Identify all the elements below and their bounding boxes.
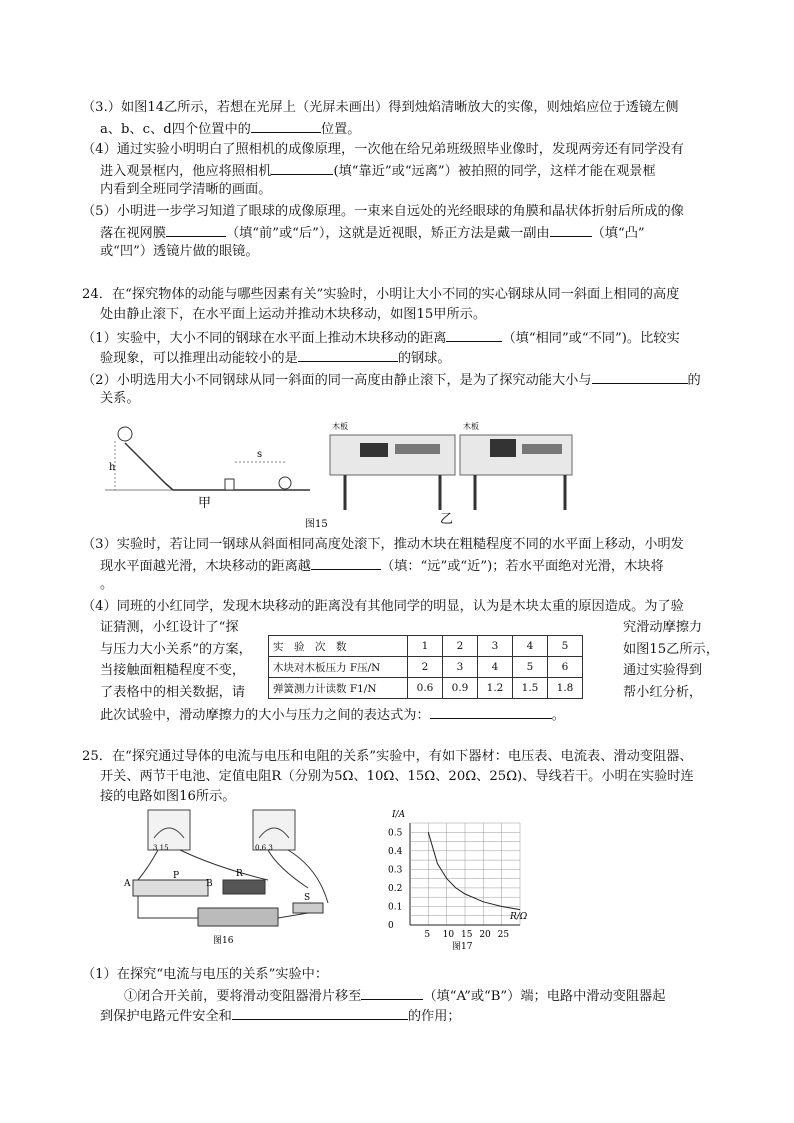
answer-blank[interactable] (166, 222, 226, 237)
steel-ball (118, 427, 132, 441)
answer-blank[interactable] (430, 704, 552, 719)
label-jia: 甲 (198, 496, 212, 511)
q24-p1-line1: （1）实验中，大小不同的钢球在水平面上推动木块移动的距离 （填“相同”或“不同”)。比较实 (82, 327, 680, 349)
answer-blank[interactable] (298, 347, 398, 362)
q24-p4-right3: 通过实验得到 (623, 663, 703, 678)
y-tick-label: 0.1 (388, 902, 403, 913)
q23-p5-line2: 落在视网膜 （填“前”或“后”），这就是近视眼，矫正方法是戴一副由 （填“凸” (100, 222, 645, 244)
q24-p4-right4: 帮小红分析， (623, 685, 703, 700)
figure-15-caption: 图15 (305, 519, 328, 530)
answer-blank[interactable] (361, 985, 423, 1000)
q23-p4-line1: （4）通过实验小明明白了照相机的成像原理，一次他在给兄弟班级照毕业像时，发现两旁还有同学没有 (82, 142, 684, 157)
switch (293, 903, 323, 913)
friction-photo-right (440, 421, 572, 527)
figure-17-caption: 图17 (452, 942, 473, 952)
answer-blank[interactable] (271, 160, 333, 175)
table-cell: 0.9 (443, 678, 478, 699)
label-R: R (236, 869, 243, 879)
q24-stem-line1: 24．在“探究物体的动能与哪些因素有关”实验时，小明让大小不同的实心钢球从同一斜面上相同的高度 (82, 287, 680, 302)
table-row-label: 木块对木板压力 F压/N (269, 657, 408, 678)
q24-p4-line2: 证猜测，小红设计了“探 (100, 620, 239, 635)
y-tick-label: 0 (388, 921, 394, 931)
label-yi: 乙 (440, 512, 454, 527)
q23-p4-line2: 进入观景框内，他应将照相机 (填“靠近”或“远离”）被拍照的同学，这样才能在观景框 (100, 160, 656, 182)
ramp-diagram (105, 427, 310, 511)
q24-p4-line6: 此次试验中，滑动摩擦力的大小与压力之间的表达式为： 。 (100, 704, 565, 726)
table-cell: 2 (443, 636, 478, 657)
answer-blank[interactable] (251, 118, 321, 133)
figure-16 (118, 808, 350, 948)
label-board-2: 木板 (463, 422, 479, 431)
chart-grid (410, 823, 520, 925)
friction-photo-left (330, 421, 455, 510)
label-A: A (124, 879, 131, 889)
label-P: P (173, 871, 180, 881)
table-cell: 4 (478, 657, 513, 678)
q24-p1-line2: 验现象，可以推理出动能较小的是 的钢球。 (100, 347, 451, 369)
table-cell: 1.8 (548, 678, 583, 699)
table-cell: 5 (513, 657, 548, 678)
q24-p4-line3: 与压力大小关系”的方案， (100, 642, 252, 657)
q25-p1-line1: （1）在探究“电流与电压的关系”实验中： (82, 967, 329, 982)
q23-p5-line1: （5）小明进一步学习知道了眼球的成像原理。一束来自远处的光经眼球的角膜和晶状体折射后所成的像 (82, 204, 684, 219)
x-tick-label: 25 (497, 930, 510, 940)
x-tick-label: 5 (424, 930, 431, 940)
q25-stem-line2: 开关、两节干电池、定值电阻R（分别为5Ω、10Ω、15Ω、20Ω、25Ω)、导线若干。小明在实验时连 (100, 769, 694, 784)
friction-data-table (268, 635, 583, 699)
y-tick-label: 0.5 (388, 828, 403, 839)
q25-p1-line2: ①闭合开关前，要将滑动变阻器滑片移至 （填“A”或“B”）端；电路中滑动变阻器起 (124, 985, 665, 1007)
figure-17 (372, 803, 532, 953)
figure-15 (95, 415, 575, 535)
table-cell: 1 (408, 636, 443, 657)
resistor (223, 880, 265, 894)
table-cell: 3 (478, 636, 513, 657)
x-tick-label: 15 (461, 930, 473, 940)
x-tick-label: 10 (442, 930, 455, 940)
table-cell: 6 (548, 657, 583, 678)
q24-p4-right2: 如图15乙所示， (623, 642, 719, 657)
q24-stem-line2: 处由静止滚下，在水平面上运动并推动木块移动，如图15甲所示。 (100, 307, 487, 322)
y-tick-label: 0.4 (388, 846, 403, 857)
table-cell: 1.5 (513, 678, 548, 699)
answer-blank[interactable] (311, 555, 381, 570)
answer-blank[interactable] (592, 369, 688, 384)
x-tick-label: 20 (479, 930, 491, 940)
q24-p4-right1: 究滑动摩擦力 (623, 620, 703, 635)
table-cell: 5 (548, 636, 583, 657)
label-B: B (206, 879, 213, 889)
table-cell: 4 (513, 636, 548, 657)
figure-16-caption: 图16 (213, 936, 234, 946)
q24-p3-line1: （3）实验时，若让同一钢球从斜面相同高度处滚下，推动木块在粗糙程度不同的水平面上移动，小明发 (82, 537, 684, 552)
q23-p3-line2: a、b、c、d四个位置中的 位置。 (100, 118, 360, 140)
q24-p2-line1: （2）小明选用大小不同钢球从同一斜面的同一高度由静止滚下，是为了探究动能大小与 的 (82, 369, 701, 391)
answer-blank[interactable] (446, 327, 502, 342)
y-tick-label: 0.2 (388, 883, 403, 894)
y-tick-label: 0.3 (388, 865, 403, 876)
answer-blank[interactable] (550, 222, 592, 237)
q24-p4-line4: 当接触面粗糙程度不变， (100, 663, 246, 678)
battery (198, 908, 278, 926)
table-cell: 0.6 (408, 678, 443, 699)
wooden-block (225, 479, 234, 490)
table-row (269, 678, 583, 699)
table-row-label: 弹簧测力计读数 F1/N (269, 678, 408, 699)
label-board-1: 木板 (332, 422, 348, 431)
table-cell: 3 (443, 657, 478, 678)
current-resistance-curve (428, 832, 520, 909)
x-axis-label: R/Ω (510, 912, 528, 922)
q24-p4-line5: 了表格中的相关数据，请 (100, 685, 246, 700)
q25-stem-line3: 接的电路如图16所示。 (100, 789, 236, 804)
label-h: h (109, 462, 116, 473)
q24-p3-line3: 。 (100, 577, 114, 592)
y-axis-label: I/A (392, 810, 406, 820)
table-header-label: 实 验 次 数 (269, 636, 408, 657)
q23-p5-line3: 或“凹”）透镜片做的眼镜。 (100, 244, 259, 259)
q25-stem-line1: 25．在“探究通过导体的电流与电压和电阻的关系”实验中，有如下器材：电压表、电流表、滑动变阻器、 (82, 749, 693, 764)
label-s: s (257, 449, 263, 460)
q23-p3-line1: （3.）如图14乙所示，若想在光屏上（光屏未画出）得到烛焰清晰放大的实像，则烛焰应位于透镜左侧 (82, 100, 679, 115)
q25-p1-line3: 到保护电路元件安全和 的作用； (100, 1005, 461, 1027)
table-row (269, 657, 583, 678)
table-row (269, 636, 583, 657)
q24-p2-line2: 关系。 (100, 391, 140, 406)
table-cell: 1.2 (478, 678, 513, 699)
answer-blank[interactable] (232, 1005, 408, 1020)
label-S: S (304, 893, 311, 903)
q24-p4-line1: （4）同班的小红同学，发现木块移动的距离没有其他同学的明显，认为是木块太重的原因造成。为了验 (82, 599, 684, 614)
table-cell: 2 (408, 657, 443, 678)
ammeter-scale: 0.6 3 (255, 844, 273, 852)
rheostat (133, 880, 208, 896)
q23-p4-line3: 内看到全班同学清晰的画面。 (100, 182, 272, 197)
voltmeter-scale: 3 15 (153, 844, 169, 852)
q24-p3-line2: 现水平面越光滑，木块移动的距离越 （填：“远”或“近”)；若水平面绝对光滑，木块将 (100, 555, 664, 577)
